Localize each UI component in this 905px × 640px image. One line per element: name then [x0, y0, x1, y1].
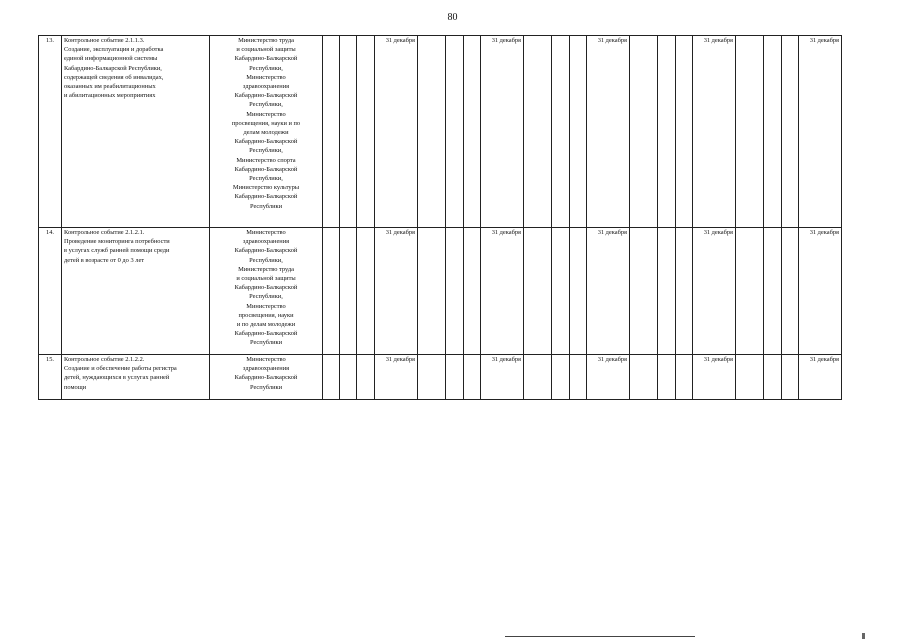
deadline-cell: 31 декабря	[375, 228, 418, 355]
executor-cell	[210, 355, 323, 400]
deadline-cell: 31 декабря	[693, 228, 736, 355]
cell-text-line: здравоохранения	[242, 365, 290, 373]
deadline-cell: 31 декабря	[693, 36, 736, 228]
empty-cell	[570, 355, 587, 400]
executor-cell	[210, 228, 323, 355]
cell-text-line: Министерство	[246, 110, 286, 118]
empty-cell	[782, 36, 799, 228]
empty-cell	[630, 228, 658, 355]
page-number: 80	[447, 12, 458, 23]
cell-text-line: и социальной защиты	[236, 46, 296, 54]
cell-text-line: Республики	[249, 202, 283, 210]
table-row	[39, 228, 842, 355]
empty-cell	[446, 355, 464, 400]
cell-text-line: Министерство культуры	[232, 184, 300, 192]
empty-cell	[676, 228, 693, 355]
empty-cell	[357, 228, 375, 355]
cell-text-line: в услугах служб ранней помощи среди	[64, 247, 170, 255]
empty-cell	[630, 355, 658, 400]
cell-text-line: оказанных им реабилитационных	[64, 83, 156, 91]
scan-artifact-line	[505, 636, 695, 637]
empty-cell	[764, 228, 782, 355]
cell-text-line: Кабардино-Балкарской	[234, 138, 298, 146]
empty-cell	[736, 36, 764, 228]
deadline-cell: 31 декабря	[587, 36, 630, 228]
empty-cell	[323, 228, 340, 355]
empty-cell	[357, 355, 375, 400]
cell-text-line: Республики,	[249, 64, 283, 72]
empty-cell	[418, 355, 446, 400]
cell-text-line: Республики	[249, 339, 283, 347]
cell-text-line: Республики,	[249, 293, 283, 301]
cell-text-line: детей в возрасте от 0 до 3 лет	[64, 256, 145, 264]
cell-text-line: Республики,	[249, 256, 283, 264]
empty-cell	[764, 355, 782, 400]
cell-text-line: Республики	[249, 383, 283, 391]
empty-cell	[357, 36, 375, 228]
cell-text-line: Министерство	[246, 356, 286, 363]
table-row	[39, 355, 842, 400]
cell-text-line: Министерство	[246, 229, 286, 236]
empty-cell	[736, 228, 764, 355]
empty-cell	[446, 228, 464, 355]
cell-text-line: Министерство труда	[238, 265, 294, 273]
empty-cell	[340, 36, 357, 228]
empty-cell	[340, 228, 357, 355]
deadline-cell: 31 декабря	[587, 355, 630, 400]
cell-text-line: Кабардино-Балкарской	[234, 247, 298, 255]
cell-text-line: Министерство труда	[238, 37, 294, 44]
cell-text-line: просвещения, науки	[238, 311, 294, 319]
empty-cell	[676, 36, 693, 228]
empty-cell	[340, 355, 357, 400]
empty-cell	[446, 36, 464, 228]
row-number: 15.	[39, 355, 62, 400]
cell-text-line: Министерство	[246, 302, 286, 310]
cell-text-line: Создание, эксплуатация и доработка	[64, 46, 164, 54]
scan-artifact-mark	[862, 633, 865, 639]
cell-text-line: Министерство спорта	[236, 156, 296, 164]
empty-cell	[570, 36, 587, 228]
cell-text-line: Кабардино-Балкарской	[234, 55, 298, 63]
empty-cell	[464, 355, 481, 400]
executor-cell	[210, 36, 323, 228]
deadline-cell: 31 декабря	[693, 355, 736, 400]
table-row	[39, 36, 842, 228]
cell-text-line: содержащей сведения об инвалидах,	[64, 73, 164, 81]
empty-cell	[323, 36, 340, 228]
cell-text-line: детей, нуждающихся в услугах ранней	[64, 374, 170, 382]
empty-cell	[524, 355, 552, 400]
deadline-cell: 31 декабря	[481, 355, 524, 400]
cell-text-line: просвещения, науки и по	[231, 119, 301, 127]
control-event-cell	[62, 228, 210, 355]
cell-text-line: Кабардино-Балкарской	[234, 330, 298, 338]
cell-text-line: здравоохранения	[242, 83, 290, 91]
cell-text-line: Республики,	[249, 101, 283, 109]
cell-text-line: и абилитационных мероприятиях	[64, 92, 156, 100]
cell-text-line: Контрольное событие 2.1.1.3.	[64, 37, 145, 44]
empty-cell	[552, 36, 570, 228]
empty-cell	[658, 228, 676, 355]
control-event-cell	[62, 355, 210, 400]
deadline-cell: 31 декабря	[799, 228, 842, 355]
cell-text-line: Создание и обеспечение работы регистра	[64, 365, 177, 373]
empty-cell	[630, 36, 658, 228]
control-event-cell	[62, 36, 210, 228]
deadline-cell: 31 декабря	[799, 355, 842, 400]
cell-text-line: Республики,	[249, 147, 283, 155]
cell-text-line: делам молодежи	[243, 129, 289, 137]
empty-cell	[323, 355, 340, 400]
row-number: 13.	[39, 36, 62, 228]
empty-cell	[552, 355, 570, 400]
deadline-cell: 31 декабря	[587, 228, 630, 355]
deadline-cell: 31 декабря	[375, 36, 418, 228]
empty-cell	[782, 355, 799, 400]
cell-text-line: помощи	[64, 383, 87, 391]
cell-text-line: и по делам молодежи	[236, 321, 296, 329]
empty-cell	[676, 355, 693, 400]
cell-text-line: Кабардино-Балкарской Республики,	[64, 64, 162, 72]
cell-text-line: Кабардино-Балкарской	[234, 374, 298, 382]
empty-cell	[418, 228, 446, 355]
deadline-cell: 31 декабря	[799, 36, 842, 228]
empty-cell	[464, 36, 481, 228]
cell-text-line: Проведение мониторинга потребности	[64, 238, 170, 246]
empty-cell	[464, 228, 481, 355]
empty-cell	[552, 228, 570, 355]
empty-cell	[764, 36, 782, 228]
empty-cell	[524, 228, 552, 355]
cell-text-line: Кабардино-Балкарской	[234, 284, 298, 292]
empty-cell	[570, 228, 587, 355]
cell-text-line: и социальной защиты	[236, 275, 296, 283]
deadline-cell: 31 декабря	[481, 36, 524, 228]
empty-cell	[524, 36, 552, 228]
cell-text-line: Кабардино-Балкарской	[234, 165, 298, 173]
cell-text-line: Кабардино-Балкарской	[234, 92, 298, 100]
cell-text-line: Министерство	[246, 73, 286, 81]
row-number: 14.	[39, 228, 62, 355]
cell-text-line: здравоохранения	[242, 238, 290, 246]
cell-text-line: единой информационной системы	[64, 55, 158, 63]
empty-cell	[418, 36, 446, 228]
deadline-cell: 31 декабря	[481, 228, 524, 355]
empty-cell	[658, 36, 676, 228]
cell-text-line: Республики,	[249, 175, 283, 183]
deadline-cell: 31 декабря	[375, 355, 418, 400]
cell-text-line: Контрольное событие 2.1.2.2.	[64, 356, 145, 363]
empty-cell	[782, 228, 799, 355]
empty-cell	[736, 355, 764, 400]
cell-text-line: Контрольное событие 2.1.2.1.	[64, 229, 145, 236]
control-events-table	[38, 35, 842, 400]
cell-text-line: Кабардино-Балкарской	[234, 193, 298, 201]
empty-cell	[658, 355, 676, 400]
